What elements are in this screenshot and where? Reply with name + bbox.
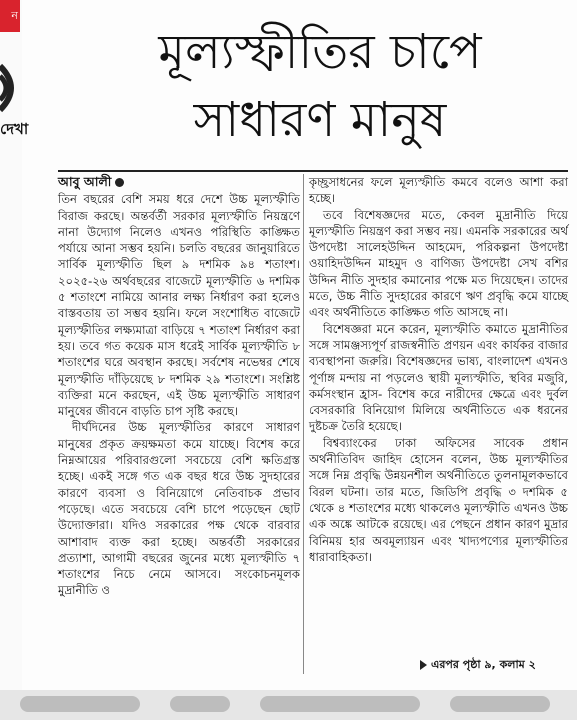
eye-logo-icon [0, 58, 26, 118]
headline [70, 18, 570, 154]
section-logo-text: দেখা [0, 120, 29, 138]
byline [58, 174, 300, 190]
paragraph: তিন বছরের বেশি সময় ধরে দেশে উচ্চ মূল্যস্ফীতি বিরাজ করছে। অন্তর্বর্তী সরকার মূল্যস্ফীতি নিয়ন্ত্রণে নানা উদ্যোগ নিলেও এখনও পরিস্থিতি কাঙ্ক্ষিত পর্যায়ে আনা সম্ভব হয়নি। চলতি বছরের জানুয়ারিতে সার্বিক মূল্যস্ফীতি ছিল ৯ দশমিক ৯৪ শতাংশ। ২০২৫-২৬ অর্থবছরের বাজেটে মূল্যস্ফীতি ৬ দশমিক ৫ শতাংশে নামিয়ে আনার লক্ষ্য নির্ধারণ করা হলেও বাস্তবতায় তা সম্ভব হয়নি। ফলে সংশোধিত বাজেটে মূল্যস্ফীতির লক্ষ্যমাত্রা বাড়িয়ে ৭ শতাংশ নির্ধারণ করা হয়। তবে গত কয়েক মাস ধরেই সার্বিক মূল্যস্ফীতি ৮ শতাংশের ঘরে অবস্থান করছে। সর্বশেষ নভেম্বর শেষে মূল্যস্ফীতি দাঁড়িয়েছে ৮ দশমিক ২৯ শতাংশে। সংশ্লিষ্ট ব্যক্তিরা মনে করছেন, এই উচ্চ মূল্যস্ফীতি সাধারণ মানুষের জীবনে বাড়তি চাপ সৃষ্টি করছে। [58, 192, 300, 419]
next-article-strip [0, 690, 577, 720]
arrow-right-icon [420, 660, 427, 670]
article-column-right [309, 174, 568, 565]
paragraph: কৃচ্ছ্রসাধনের ফলে মূল্যস্ফীতি কমবে বলেও আশা করা হচ্ছে। [309, 175, 568, 206]
continuation-note [420, 656, 536, 675]
column-divider [303, 174, 304, 674]
footer-decoration [260, 696, 420, 712]
byline-dot-icon [115, 178, 124, 187]
paragraph: বিশেষজ্ঞরা মনে করেন, মূল্যস্ফীতি কমাতে মুদ্রানীতির সঙ্গে সামঞ্জস্যপূর্ণ রাজস্বনীতি প্রণয়ন এবং কার্যকর বাজার ব্যবস্থাপনা জরুরি। বিশেষজ্ঞদের ভাষ্য, বাংলাদেশ এখনও পূর্ণাঙ্গ মন্দায় না পড়লেও স্থায়ী মূল্যস্ফীতি, স্থবির মজুরি, কর্মসংস্থান হ্রাস- বিশেষ করে নারীদের ক্ষেত্রে এবং দুর্বল বেসরকারি বিনিয়োগ মিলিয়ে অর্থনীতিতে এক ধরনের দুষ্টচক্র তৈরি হয়েছে। [309, 321, 568, 434]
paragraph: দীর্ঘদিনের উচ্চ মূল্যস্ফীতির কারণে সাধারণ মানুষের প্রকৃত ক্রয়ক্ষমতা কমে যাচ্ছে। বিশেষ করে নিম্নআয়ের পরিবারগুলো সবচেয়ে বেশি ক্ষতিগ্রস্ত হচ্ছে। একই সঙ্গে গত এক বছর ধরে উচ্চ সুদহারের কারণে ব্যবসা ও বিনিয়োগে নেতিবাচক প্রভাব পড়েছে। এতে সবচেয়ে বেশি চাপে পড়েছেন ছোট উদ্যোক্তারা। যদিও সরকারের পক্ষ থেকে বারবার আশাবাদ ব্যক্ত করা হচ্ছে। অন্তর্বর্তী সরকারের প্রত্যাশা, আগামী বছরের জুনের মধ্যে মূল্যস্ফীতি ৭ শতাংশের নিচে নেমে আসবে। সংকোচনমূলক মুদ্রানীতি ও [58, 420, 300, 598]
edge-tab: ন [0, 0, 20, 32]
continuation-text: এরপর পৃষ্ঠা ৯, কলাম ২ [431, 658, 536, 671]
paragraph: বিশ্বব্যাংকের ঢাকা অফিসের সাবেক প্রধান অর্থনীতিবিদ জাহিদ হোসেন বলেন, উচ্চ মূল্যস্ফীতির সঙ্গে নিম্ন প্রবৃদ্ধি উন্নয়নশীল অর্থনীতিতে তুলনামূলকভাবে বিরল ঘটনা। তার মতে, জিডিপি প্রবৃদ্ধি ৩ দশমিক ৫ থেকে ৪ শতাংশের মধ্যে থাকলেও মূল্যস্ফীতি এখনও উচ্চ এক অঙ্কে আটকে রয়েছে। এর পেছনে প্রধান কারণ মুদ্রার বিনিময় হার অবমূল্যায়ন এবং খাদ্যপণ্যের মূল্যস্ফীতির ধারাবাহিকতা। [309, 435, 568, 564]
headline-rule [58, 170, 568, 172]
headline-line-2: সাধারণ মানুষ [193, 92, 447, 148]
paragraph: তবে বিশেষজ্ঞদের মতে, কেবল মুদ্রানীতি দিয়ে মূল্যস্ফীতি নিয়ন্ত্রণ করা সম্ভব নয়। এমনকি সরকারের অর্থ উপদেষ্টা সালেহউদ্দিন আহমেদ, পরিকল্পনা উপদেষ্টা ওয়াহিদউদ্দিন মাহমুদ ও বাণিজ্য উপদেষ্টা সেখ বশির উদ্দিন নীতি সুদহার কমানোর পক্ষে মত দিয়েছেন। তাদের মতে, উচ্চ নীতি সুদহারের কারণে ঋণ প্রবৃদ্ধি কমে যাচ্ছে এবং অর্থনীতিতে কাঙ্ক্ষিত গতি আসছে না। [309, 207, 568, 320]
footer-decoration [170, 696, 230, 712]
headline-line-1: মূল্যস্ফীতির চাপে [158, 24, 482, 80]
footer-decoration [450, 696, 550, 712]
footer-decoration [20, 696, 140, 712]
article-column-left [58, 174, 300, 599]
byline-author: আবু আলী [58, 174, 112, 189]
